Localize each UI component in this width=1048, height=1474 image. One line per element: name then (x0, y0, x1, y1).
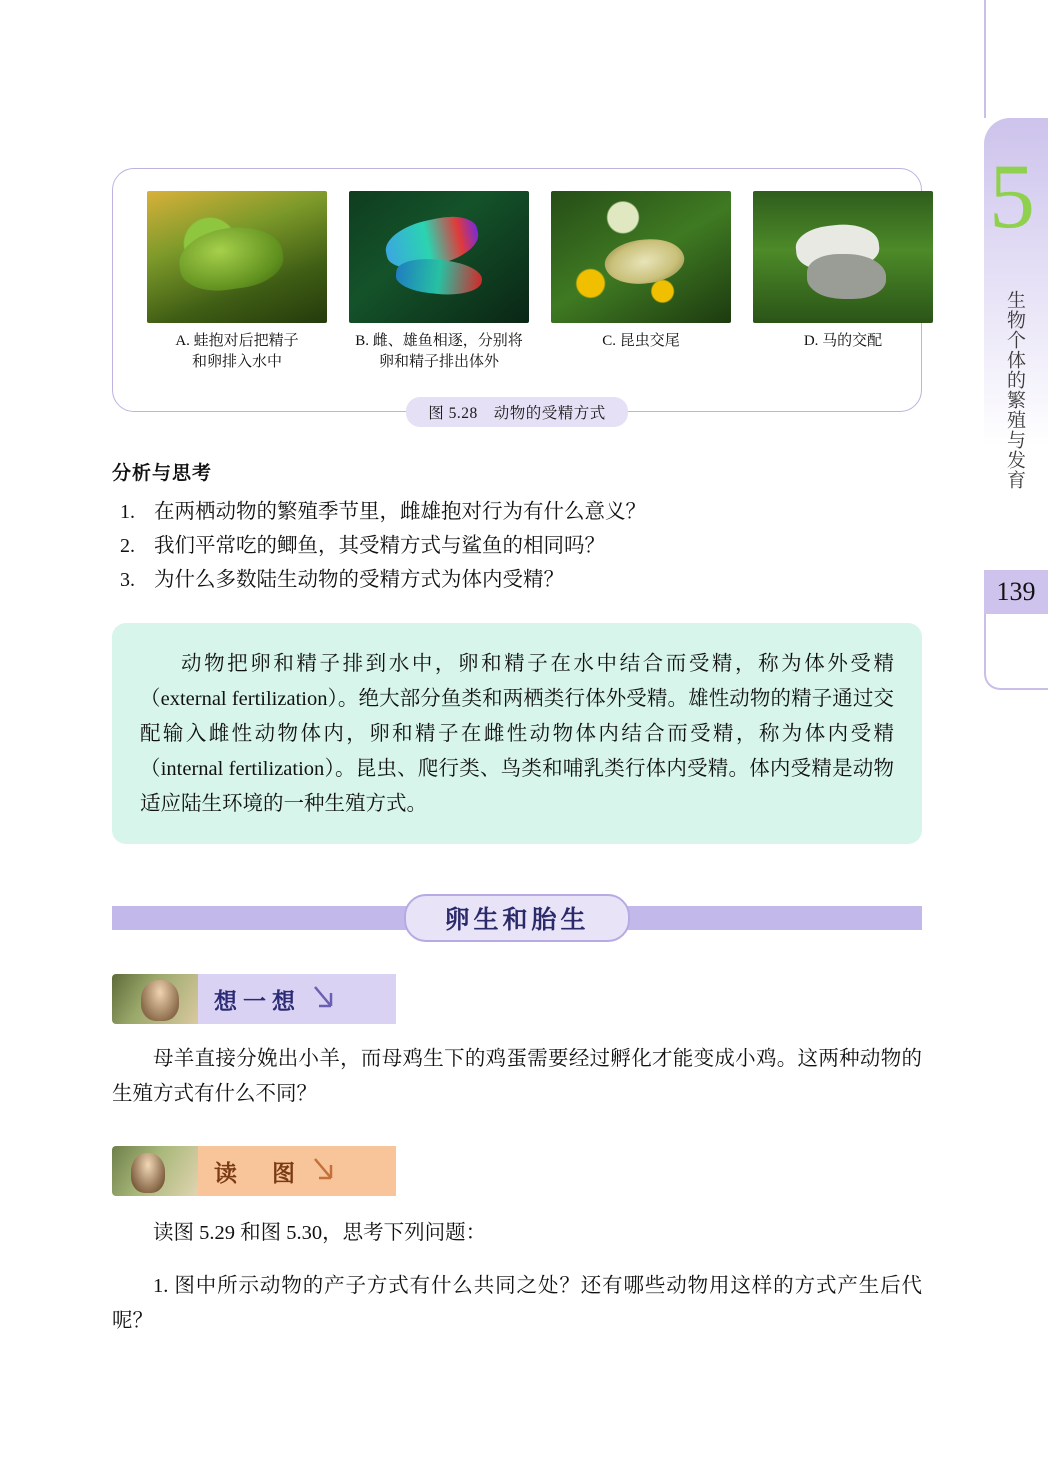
figure-label-wrap (113, 397, 921, 427)
read-banner-label-wrap (198, 1146, 396, 1196)
analysis-heading: 分析与思考 (112, 463, 213, 484)
horse-photo (753, 191, 933, 323)
page-content (112, 0, 942, 1339)
side-tab-bottom-edge (984, 614, 1048, 690)
analysis-question-list (112, 495, 942, 597)
section-title: 卵生和胎生 (404, 894, 629, 942)
figure-photo-cell-b (349, 191, 529, 373)
figure-caption-b: B. 雌、雄鱼相逐，分别将 卵和精子排出体外 (355, 333, 523, 370)
concept-box-text: 动物把卵和精子排到水中，卵和精子在水中结合而受精，称为体外受精（external fertilization）。绝大部分鱼类和两栖类行体外受精。雄性动物的精子通过交配输入雌性动物体内，卵和精子在雌性动物体内结合而受精，称为体内受精（internal fertilization）。昆虫、爬行类、鸟类和哺乳类行体内受精。体内受精是动物适应陆生环境的一种生殖方式。 (140, 653, 894, 815)
think-banner-label-wrap (198, 974, 396, 1024)
question-number-2: 2. (120, 535, 135, 557)
figure-photo-cell-a (147, 191, 327, 373)
figure-5-28 (112, 168, 922, 422)
figure-photo-row (131, 191, 903, 373)
figure-caption-a: A. 蛙抱对后把精子 和卵排入水中 (175, 333, 299, 370)
student-reading-photo (112, 1146, 198, 1196)
analysis-question-3 (112, 563, 942, 597)
section-title-wrap (112, 896, 922, 940)
question-number-1: 1. (120, 501, 135, 523)
page-number-badge (984, 570, 1048, 614)
figure-label: 图 5.28 动物的受精方式 (406, 397, 628, 427)
concept-box (112, 623, 922, 844)
butterfly-photo (551, 191, 731, 323)
chapter-number: 5 (989, 145, 1035, 247)
figure-caption-d: D. 马的交配 (803, 333, 883, 349)
think-activity-banner (112, 974, 396, 1024)
student-thinking-photo (112, 974, 198, 1024)
figure-photo-cell-c (551, 191, 731, 373)
read-banner-label: 读 图 (214, 1160, 301, 1186)
question-text-3: 为什么多数陆生动物的受精方式为体内受精？ (154, 569, 564, 591)
figure-photo-cell-d (753, 191, 933, 373)
read-activity-paragraph-2: 1. 图中所示动物的产子方式有什么共同之处？还有哪些动物用这样的方式产生后代呢？ (112, 1275, 922, 1332)
question-text-2: 我们平常吃的鲫鱼，其受精方式与鲨鱼的相同吗？ (154, 535, 605, 557)
think-banner-label: 想一想 (214, 988, 301, 1014)
figure-caption-c: C. 昆虫交尾 (602, 333, 680, 349)
fish-photo (349, 191, 529, 323)
chapter-side-tab (976, 0, 1048, 690)
down-right-arrow-icon (311, 984, 337, 1014)
think-activity-paragraph: 母羊直接分娩出小羊，而母鸡生下的鸡蛋需要经过孵化才能变成小鸡。这两种动物的生殖方式有什么不同？ (112, 1048, 922, 1105)
question-text-1: 在两栖动物的繁殖季节里，雌雄抱对行为有什么意义？ (154, 501, 646, 523)
side-tab-top-edge (984, 0, 1048, 118)
analysis-question-1 (112, 495, 942, 529)
question-number-3: 3. (120, 569, 135, 591)
analysis-question-2 (112, 529, 942, 563)
read-activity-banner (112, 1146, 396, 1196)
down-right-arrow-icon-2 (311, 1156, 337, 1186)
chapter-vertical-title: 生物个体的繁殖与发育 (1004, 290, 1025, 490)
frog-photo (147, 191, 327, 323)
page-number: 139 (996, 577, 1036, 606)
read-activity-paragraph-1: 读图 5.29 和图 5.30，思考下列问题： (153, 1222, 487, 1244)
